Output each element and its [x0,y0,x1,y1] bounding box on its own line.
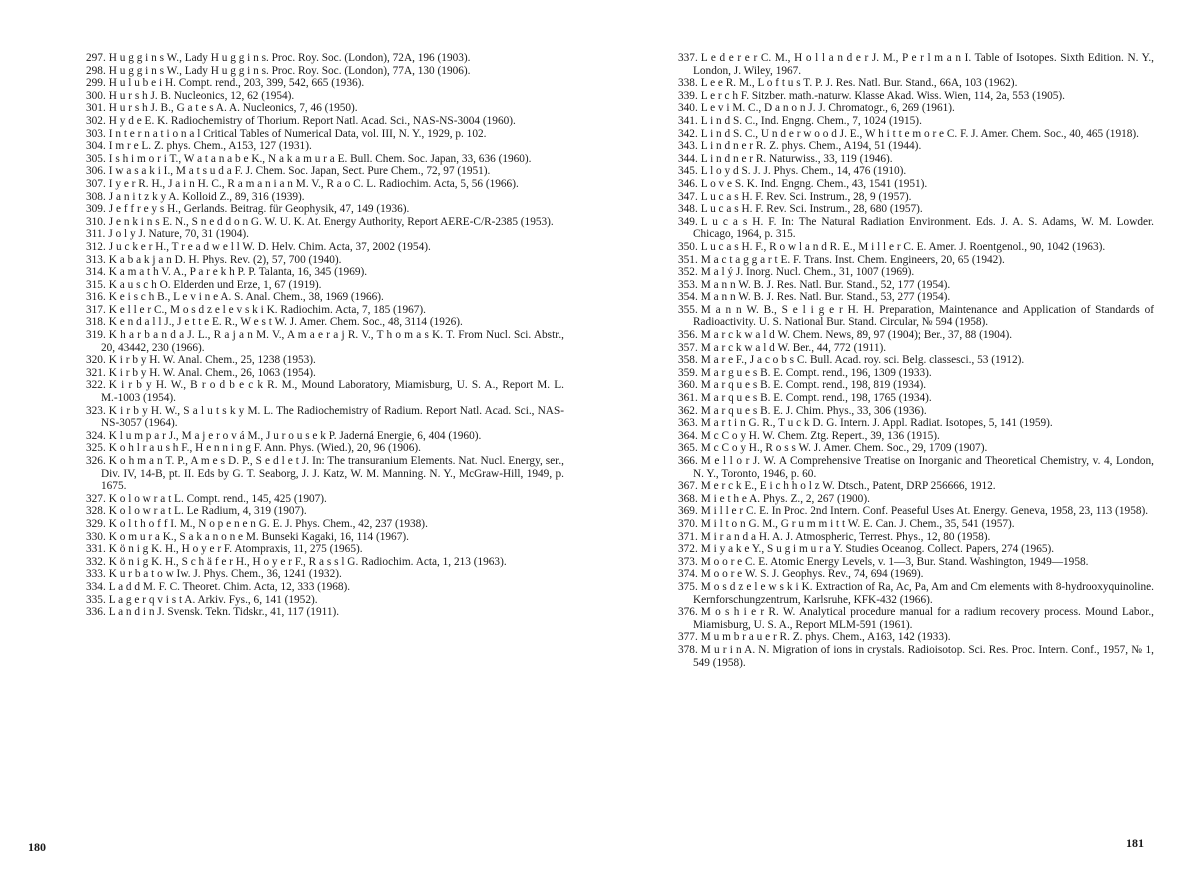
reference-item [86,304,564,317]
reference-item [678,342,1154,355]
reference-item [678,493,1154,506]
left-reference-list [86,52,564,619]
reference-text: K o l t h o f f I. M., N o p e n e n G. E. J. Phys. Chem., 42, 237 (1938). [108,517,428,530]
reference-item [678,102,1154,115]
reference-text: H u g g i n s W., Lady H u g g i n s. Proc. Roy. Soc. (London), 77A, 130 (1906). [108,64,471,77]
reference-number: 309. [86,203,106,216]
reference-text: I w a s a k i I., M a t s u d a F. J. Chem. Soc. Japan, Sect. Pure Chem., 72, 97 (1951). [108,165,491,178]
reference-number: 300. [86,89,106,102]
reference-number: 358. [678,354,698,367]
reference-item [678,254,1154,267]
reference-number: 368. [678,492,698,505]
reference-text: J a n i t z k y A. Kolloid Z., 89, 316 (1939). [108,190,305,203]
reference-number: 373. [678,555,698,568]
reference-number: 334. [86,580,106,593]
reference-number: 351. [678,253,698,266]
reference-item [678,266,1154,279]
reference-number: 306. [86,165,106,178]
reference-item [678,115,1154,128]
reference-number: 330. [86,530,106,543]
reference-number: 297. [86,52,106,64]
reference-number: 301. [86,102,106,115]
reference-item [86,442,564,455]
reference-text: K ö n i g K. H., S c h ä f e r H., H o y e r F., R a s s l G. Radiochim. Acta, 1, 213 (1963). [108,555,507,568]
reference-item [86,556,564,569]
reference-item [678,291,1154,304]
reference-text: M a r e F., J a c o b s C. Bull. Acad. roy. sci. Belg. classesci., 53 (1912). [700,354,1025,367]
reference-number: 357. [678,341,698,354]
reference-item [86,140,564,153]
reference-item [678,505,1154,518]
reference-text: J o l y J. Nature, 70, 31 (1904). [108,228,249,241]
reference-item [86,329,564,354]
reference-item [678,216,1154,241]
reference-text: L u c a s H. F. In: The Natural Radiation Environment. Eds. J. A. S. Adams, W. M. Lowder. Chicago, 1964, p. 315. [693,215,1154,241]
reference-number: 347. [678,190,698,203]
reference-text: I y e r R. H., J a i n H. C., R a m a n i a n M. V., R a o C. L. Radiochim. Acta, 5, 56 (1966). [108,177,519,190]
reference-text: L e d e r e r C. M., H o l l a n d e r J. M., P e r l m a n I. Table of Isotopes. Sixth Edition. N. Y., London, J. Wiley, 1967. [693,52,1154,77]
reference-text: L i n d S. C., U n d e r w o o d J. E., W h i t t e m o r e C. F. J. Amer. Chem. Soc., 40, 465 (1918). [700,127,1139,140]
reference-text: M i l l e r C. E. In Proc. 2nd Intern. Conf. Peaseful Uses At. Energy. Geneva, 1958, 23, 113 (1958). [700,505,1149,518]
right-page-number: 181 [1126,836,1144,850]
reference-number: 356. [678,329,698,342]
reference-number: 346. [678,177,698,190]
reference-text: L u c a s H. F., R o w l a n d R. E., M i l l e r C. E. Amer. J. Roentgenol., 90, 1042 (1963). [700,240,1106,253]
reference-item [678,455,1154,480]
reference-item [678,165,1154,178]
reference-number: 308. [86,190,106,203]
reference-text: K h a r b a n d a J. L., R a j a n M. V., A m a e r a j R. V., T h o m a s K. T. From Nucl. Sci. Abstr., 20, 43442, 230 (1966). [101,329,564,354]
reference-item [86,291,564,304]
reference-item [86,518,564,531]
reference-number: 355. [678,303,698,316]
reference-text: K i r b y H. W. Anal. Chem., 25, 1238 (1953). [108,354,316,367]
reference-item [678,417,1154,430]
reference-text: J u c k e r H., T r e a d w e l l W. D. Helv. Chim. Acta, 37, 2002 (1954). [108,240,431,253]
reference-text: H u l u b e i H. Compt. rend., 203, 399, 542, 665 (1936). [108,77,365,90]
reference-number: 367. [678,480,698,493]
left-page-number: 180 [28,840,46,854]
reference-text: M a r q u e s B. E. Compt. rend., 198, 819 (1934). [700,379,927,392]
reference-item [86,594,564,607]
reference-text: K e n d a l l J., J e t t e E. R., W e s t W. J. Amer. Chem. Soc., 48, 3114 (1926). [108,316,463,329]
reference-item [678,442,1154,455]
reference-text: I s h i m o r i T., W a t a n a b e K., N a k a m u r a E. Bull. Chem. Soc. Japan, 33, 636 (1960). [108,152,532,165]
reference-text: M a r g u e s B. E. Compt. rend., 196, 1309 (1933). [700,366,932,379]
reference-text: K a b a k j a n D. H. Phys. Rev. (2), 57, 700 (1940). [108,253,342,266]
reference-item [678,279,1154,292]
reference-text: M a r q u e s B. E. J. Chim. Phys., 33, 306 (1936). [700,404,927,417]
reference-item [86,128,564,141]
reference-text: K i r b y H. W., B r o d b e c k R. M., Mound Laboratory, Miamisburg, U. S. A., Report M. L. M.-1003 (1954). [101,379,564,405]
reference-number: 317. [86,303,106,316]
reference-number: 362. [678,404,698,417]
reference-text: L i n d n e r R. Z. phys. Chem., A194, 51 (1944). [700,140,922,153]
reference-text: M u r i n A. N. Migration of ions in crystals. Radioisotop. Sci. Res. Proc. Intern. Conf., 1957, № 1, 549 (1958). [693,643,1154,669]
reference-item [678,52,1154,77]
reference-item [86,405,564,430]
reference-number: 336. [86,606,106,619]
reference-number: 348. [678,203,698,216]
reference-number: 327. [86,492,106,505]
reference-item [678,77,1154,90]
reference-number: 333. [86,568,106,581]
reference-item [678,329,1154,342]
reference-item [86,279,564,292]
reference-item [678,191,1154,204]
reference-number: 332. [86,555,106,568]
reference-number: 369. [678,505,698,518]
reference-text: K e i s c h B., L e v i n e A. S. Anal. Chem., 38, 1969 (1966). [108,291,384,304]
reference-item [678,606,1154,631]
reference-number: 312. [86,240,106,253]
reference-text: L a n d i n J. Svensk. Tekn. Tidskr., 41, 117 (1911). [108,606,340,619]
reference-item [86,455,564,493]
reference-number: 304. [86,140,106,153]
reference-number: 353. [678,278,698,291]
reference-number: 359. [678,366,698,379]
reference-text: M o s h i e r R. W. Analytical procedure manual for a radium recovery process. Mound Labor., Miamisburg, U. S. A., Report MLM-591 (1961). [693,606,1154,631]
reference-number: 331. [86,543,106,556]
reference-text: H y d e E. K. Radiochemistry of Thorium. Report Natl. Acad. Sci., NAS-NS-3004 (1960). [108,114,516,127]
reference-item [678,90,1154,103]
reference-number: 335. [86,593,106,606]
reference-number: 378. [678,643,698,656]
reference-text: K a u s c h O. Elderden und Erze, 1, 67 (1919). [108,278,322,291]
reference-text: K i r b y H. W., S a l u t s k y M. L. The Radiochemistry of Radium. Report Natl. Acad. Sci., NAS-NS-3057 (1964). [101,404,564,430]
reference-text: M c C o y H., R o s s W. J. Amer. Chem. Soc., 29, 1709 (1907). [700,442,988,455]
reference-item [678,379,1154,392]
reference-number: 340. [678,102,698,115]
reference-number: 318. [86,316,106,329]
reference-number: 371. [678,530,698,543]
left-page [86,52,564,619]
reference-number: 321. [86,366,106,379]
reference-number: 374. [678,568,698,581]
reference-text: K u r b a t o w Iw. J. Phys. Chem., 36, 1241 (1932). [108,568,342,581]
reference-text: M a r c k w a l d W. Ber., 44, 772 (1911). [700,341,887,354]
reference-text: M i y a k e Y., S u g i m u r a Y. Studies Oceanog. Collect. Papers, 274 (1965). [700,543,1055,556]
reference-text: M u m b r a u e r R. Z. phys. Chem., A163, 142 (1933). [700,631,951,644]
right-page [678,52,1154,669]
reference-item [86,165,564,178]
reference-number: 316. [86,291,106,304]
reference-number: 325. [86,442,106,455]
reference-item [678,556,1154,569]
reference-item [678,140,1154,153]
reference-number: 344. [678,152,698,165]
reference-number: 366. [678,455,698,467]
reference-item [678,531,1154,544]
reference-number: 360. [678,379,698,392]
reference-number: 349. [678,215,698,228]
reference-text: K o l o w r a t L. Le Radium, 4, 319 (1907). [108,505,307,518]
reference-number: 315. [86,278,106,291]
reference-text: M o o r e W. S. J. Geophys. Rev., 74, 694 (1969). [700,568,924,581]
reference-item [678,241,1154,254]
reference-number: 324. [86,429,106,442]
reference-number: 363. [678,417,698,430]
reference-item [678,153,1154,166]
reference-text: K o h m a n T. P., A m e s D. P., S e d l e t J. In: The transuranium Elements. Nat. Nucl. Energy, ser., Div. IV, 14-B, pt. II. Eds by G. T. Seaborg, J. J. Katz, W. M. Manning. N. Y., McGraw-Hill, 1949, p. 1675. [101,455,564,493]
reference-text: M o o r e C. E. Atomic Energy Levels, v. 1—3, Bur. Stand. Washington, 1949—1958. [700,555,1089,568]
reference-text: K i r b y H. W. Anal. Chem., 26, 1063 (1954). [108,366,316,379]
reference-number: 310. [86,215,106,228]
reference-item [86,379,564,404]
reference-item [86,581,564,594]
reference-number: 299. [86,77,106,90]
reference-text: K o h l r a u s h F., H e n n i n g F. Ann. Phys. (Wied.), 20, 96 (1906). [108,442,421,455]
reference-number: 350. [678,240,698,253]
reference-item [678,367,1154,380]
reference-text: J e f f r e y s H., Gerlands. Beitrag. für Geophysik, 47, 149 (1936). [108,203,410,216]
reference-number: 338. [678,77,698,90]
reference-number: 365. [678,442,698,455]
reference-text: M a r t i n G. R., T u c k D. G. Intern. J. Appl. Radiat. Isotopes, 5, 141 (1959). [700,417,1053,430]
reference-item [86,102,564,115]
reference-text: M i e t h e A. Phys. Z., 2, 267 (1900). [700,492,870,505]
reference-item [678,203,1154,216]
reference-number: 352. [678,266,698,279]
reference-text: L e r c h F. Sitzber. math.-naturw. Klasse Akad. Wiss. Wien, 114, 2a, 553 (1905). [700,89,1066,102]
reference-number: 326. [86,455,106,467]
reference-text: K a m a t h V. A., P a r e k h P. P. Talanta, 16, 345 (1969). [108,266,368,279]
reference-text: H u r s h J. B. Nucleonics, 12, 62 (1954). [108,89,295,102]
reference-text: M a n n W. B., S e l i g e r H. H. Preparation, Maintenance and Application of Standards of Radioactivity. U. S. National Bur. Stand. Circular, № 594 (1958). [693,303,1154,329]
reference-text: K o m u r a K., S a k a n o n e M. Bunseki Kagaki, 16, 114 (1967). [108,530,409,543]
reference-item [86,228,564,241]
reference-text: M c C o y H. W. Chem. Ztg. Repert., 39, 136 (1915). [700,429,940,442]
reference-number: 328. [86,505,106,518]
reference-text: M i r a n d a H. A. J. Atmospheric, Terrest. Phys., 12, 80 (1958). [700,530,991,543]
reference-number: 376. [678,606,698,619]
reference-item [86,266,564,279]
reference-number: 307. [86,177,106,190]
reference-text: M a c t a g g a r t E. F. Trans. Inst. Chem. Engineers, 20, 65 (1942). [700,253,1005,266]
reference-number: 329. [86,517,106,530]
reference-item [678,128,1154,141]
reference-number: 372. [678,543,698,556]
reference-item [86,493,564,506]
reference-number: 303. [86,127,106,140]
reference-item [86,606,564,619]
reference-item [678,178,1154,191]
reference-text: M e r c k E., E i c h h o l z W. Dtsch., Patent, DRP 256666, 1912. [700,480,996,493]
reference-text: H u g g i n s W., Lady H u g g i n s. Proc. Roy. Soc. (London), 72A, 196 (1903). [108,52,471,64]
reference-item [86,254,564,267]
reference-text: K o l o w r a t L. Compt. rend., 145, 425 (1907). [108,492,327,505]
reference-text: L o v e S. K. Ind. Engng. Chem., 43, 1541 (1951). [700,177,928,190]
reference-number: 339. [678,89,698,102]
reference-item [86,505,564,518]
reference-number: 354. [678,291,698,304]
reference-text: L i n d S. C., Ind. Engng. Chem., 7, 1024 (1915). [700,114,922,127]
reference-text: M i l t o n G. M., G r u m m i t t W. E. Can. J. Chem., 35, 541 (1957). [700,517,1015,530]
reference-text: L l o y d S. J. J. Phys. Chem., 14, 476 (1910). [700,165,907,178]
reference-text: L u c a s H. F. Rev. Sci. Instrum., 28, 680 (1957). [700,203,923,216]
reference-number: 323. [86,404,106,417]
reference-text: L i n d n e r R. Naturwiss., 33, 119 (1946). [700,152,893,165]
reference-text: M a r c k w a l d W. Chem. News, 89, 97 (1904); Ber., 37, 88 (1904). [700,329,1013,342]
reference-text: L u c a s H. F. Rev. Sci. Instrum., 28, 9 (1957). [700,190,912,203]
reference-item [86,316,564,329]
reference-number: 319. [86,329,106,342]
reference-number: 302. [86,114,106,127]
reference-text: H u r s h J. B., G a t e s A. A. Nucleonics, 7, 46 (1950). [108,102,358,115]
reference-item [86,90,564,103]
reference-text: I n t e r n a t i o n a l Critical Tables of Numerical Data, vol. III, N. Y., 1929, p. 102. [108,127,487,140]
reference-text: L e e R. M., L o f t u s T. P. J. Res. Natl. Bur. Stand., 66A, 103 (1962). [700,77,1018,90]
reference-item [86,430,564,443]
reference-item [678,543,1154,556]
reference-number: 313. [86,253,106,266]
reference-item [678,304,1154,329]
reference-number: 337. [678,52,698,64]
reference-item [86,153,564,166]
reference-text: K e l l e r C., M o s d z e l e v s k i K. Radiochim. Acta, 7, 185 (1967). [108,303,426,316]
reference-item [86,203,564,216]
reference-item [678,392,1154,405]
reference-text: M e l l o r J. W. A Comprehensive Treatise on Inorganic and Theoretical Chemistry, v. 4, London, N. Y., Toronto, 1946, p. 60. [693,455,1154,480]
reference-number: 311. [86,228,106,241]
reference-item [86,367,564,380]
reference-number: 361. [678,392,698,405]
reference-number: 320. [86,354,106,367]
reference-text: L e v i M. C., D a n o n J. J. Chromatogr., 6, 269 (1961). [700,102,955,115]
reference-item [86,77,564,90]
reference-item [678,518,1154,531]
reference-item [86,65,564,78]
reference-item [86,531,564,544]
reference-item [678,581,1154,606]
reference-text: M a l ý J. Inorg. Nucl. Chem., 31, 1007 (1969). [700,266,915,279]
reference-text: K l u m p a r J., M a j e r o v á M., J u r o u s e k P. Jaderná Energie, 6, 404 (1960). [108,429,482,442]
reference-item [678,631,1154,644]
reference-item [86,568,564,581]
reference-number: 377. [678,631,698,644]
reference-item [86,354,564,367]
reference-number: 345. [678,165,698,178]
reference-text: L a g e r q v i s t A. Arkiv. Fys., 6, 141 (1952). [108,593,318,606]
reference-number: 314. [86,266,106,279]
reference-text: M o s d z e l e w s k i K. Extraction of Ra, Ac, Pa, Am and Cm elements with 8-hydrooxyquinoline. Kernforschungzentrum, Karlsruhe, KFK-432 (1966). [693,580,1154,606]
reference-number: 322. [86,379,106,392]
right-reference-list [678,52,1154,669]
reference-item [86,191,564,204]
reference-text: M a n n W. B. J. Res. Natl. Bur. Stand., 52, 177 (1954). [700,278,951,291]
reference-number: 305. [86,152,106,165]
reference-item [86,241,564,254]
reference-item [678,354,1154,367]
reference-number: 375. [678,580,698,593]
reference-text: M a r q u e s B. E. Compt. rend., 198, 1765 (1934). [700,392,932,405]
reference-item [678,644,1154,669]
reference-number: 341. [678,114,698,127]
reference-text: K ö n i g K. H., H o y e r F. Atompraxis, 11, 275 (1965). [108,543,363,556]
reference-text: J e n k i n s E. N., S n e d d o n G. W. U. K. At. Energy Authority, Report AERE-C/R-2385 (1953). [108,215,554,228]
reference-text: I m r e L. Z. phys. Chem., A153, 127 (1931). [108,140,312,153]
reference-item [678,480,1154,493]
reference-number: 298. [86,64,106,77]
reference-item [86,543,564,556]
reference-item [678,430,1154,443]
reference-text: M a n n W. B. J. Res. Natl. Bur. Stand., 53, 277 (1954). [700,291,951,304]
reference-number: 343. [678,140,698,153]
reference-item [86,52,564,65]
reference-number: 370. [678,517,698,530]
reference-item [86,216,564,229]
reference-item [678,568,1154,581]
reference-item [86,115,564,128]
reference-text: L a d d M. F. C. Theoret. Chim. Acta, 12, 333 (1968). [108,580,351,593]
reference-number: 342. [678,127,698,140]
reference-item [86,178,564,191]
reference-number: 364. [678,429,698,442]
reference-item [678,405,1154,418]
